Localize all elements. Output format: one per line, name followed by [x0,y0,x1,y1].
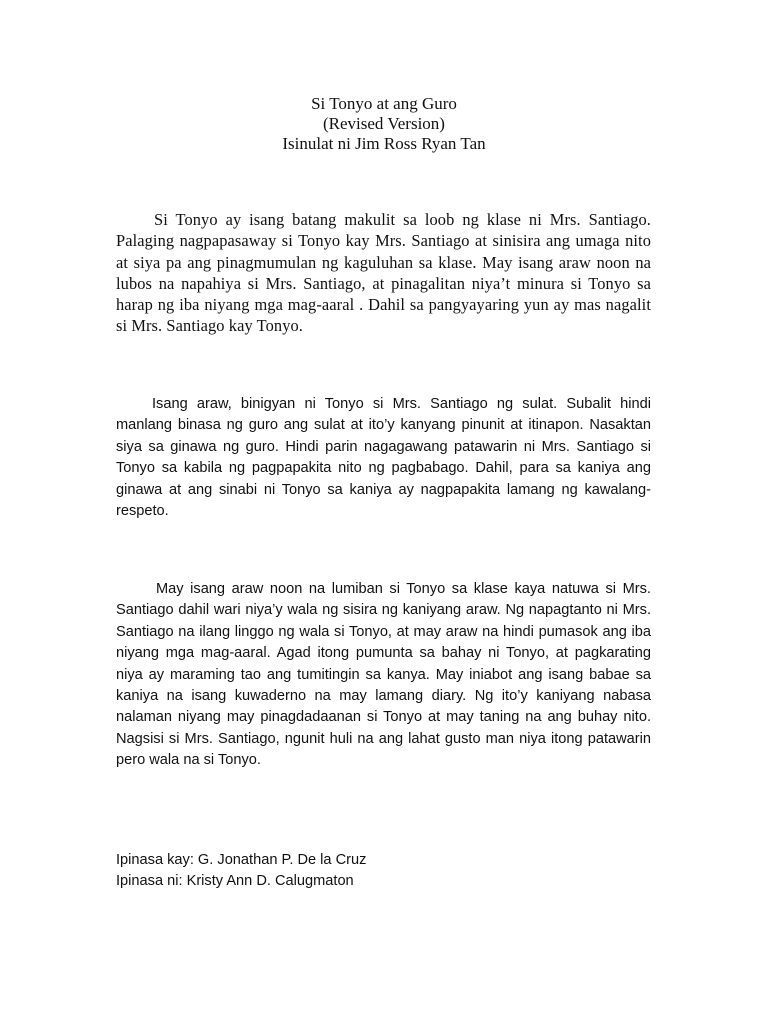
submission-footer [116,850,366,893]
paragraph-2 [116,394,651,522]
paragraph-2-text: Isang araw, binigyan ni Tonyo si Mrs. Santiago ng sulat. Subalit hindi manlang binasa ng guro ang sulat at ito’y kanyang pinunit at itinapon. Nasaktan siya sa ginawa ng guro. Hindi parin nagagawang patawarin ni Mrs. Santiago si Tonyo sa kabila ng pagpapakita nito ng pagbabago. Dahil, para sa kaniya ang ginawa at ang sinabi ni Tonyo sa kaniya ay nagpapakita lamang ng kawalang-respeto. [116,396,651,520]
title-block [0,94,768,154]
paragraph-3 [116,579,651,772]
document-subtitle: (Revised Version) [323,114,445,133]
submitted-to: Ipinasa kay: G. Jonathan P. De la Cruz [116,852,367,868]
author-line: Isinulat ni Jim Ross Ryan Tan [282,134,486,153]
paragraph-3-text: May isang araw noon na lumiban si Tonyo sa klase kaya natuwa si Mrs. Santiago dahil wari niya’y wala ng sisira ng kaniyang araw. Ng napagtanto ni Mrs. Santiago na ilang linggo ng wala si Tonyo, at may araw na hindi pumasok ang iba niyang mga mag-aaral. Agad itong pumunta sa bahay ni Tonyo, at pagkarating niya ay maraming tao ang tumitingin sa kanya. May iniabot ang isang babae sa kaniya na isang kuwaderno na may lamang diary. Ng ito’y kaniyang nabasa nalaman niyang may pinagdadaanan si Tonyo at may taning na ang buhay nito. Nagsisi si Mrs. Santiago, ngunit huli na ang lahat gusto man niya itong patawarin pero wala na si Tonyo. [116,581,651,769]
paragraph-1 [116,209,651,337]
document-title: Si Tonyo at ang Guro [311,94,457,113]
submitted-by: Ipinasa ni: Kristy Ann D. Calugmaton [116,873,354,890]
paragraph-1-text: Si Tonyo ay isang batang makulit sa loob ng klase ni Mrs. Santiago. Palaging nagpapasaway si Tonyo kay Mrs. Santiago at sinisira ang umaga nito at siya pa ang pinagmumulan ng kaguluhan sa klase. May isang araw noon na lubos na napahiya si Mrs. Santiago, at pinagalitan niya’t minura si Tonyo sa harap ng iba niyang mga mag-aaral . Dahil sa pangyayaring yun ay mas nagalit si Mrs. Santiago kay Tonyo. [116,210,651,336]
